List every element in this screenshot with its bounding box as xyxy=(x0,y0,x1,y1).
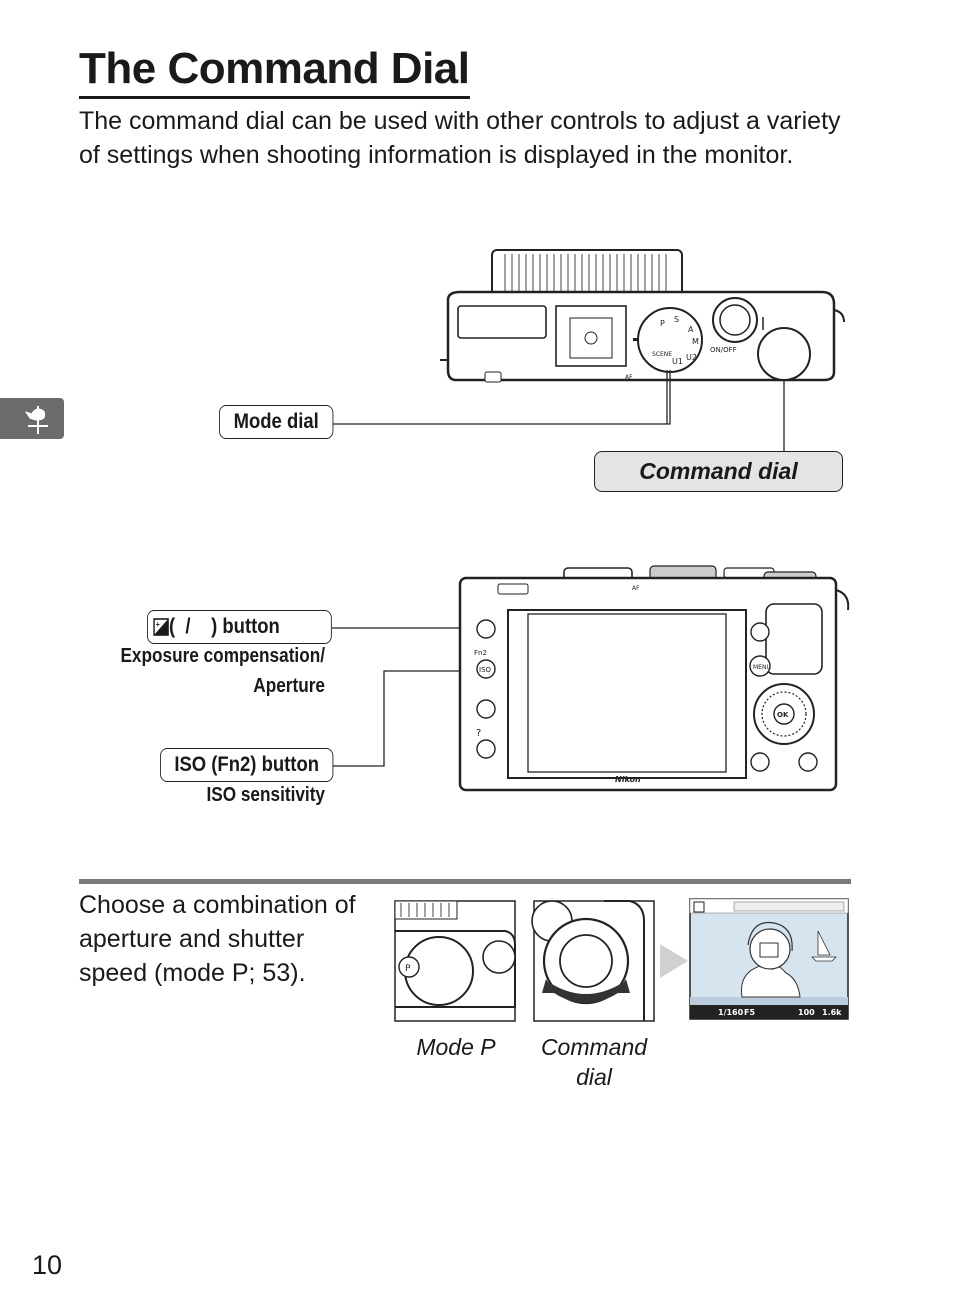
page-number: 10 xyxy=(32,1250,63,1280)
monitor-thumbnail xyxy=(690,899,848,1019)
arrow-right-icon xyxy=(660,944,690,978)
mode-dial-label: Mode dial xyxy=(233,410,319,433)
nikon-logo: Nikon xyxy=(615,775,641,784)
command-dial-caption xyxy=(534,1032,654,1092)
svg-text:M: M xyxy=(692,337,699,346)
iso-button-callout xyxy=(160,748,333,782)
section-rule xyxy=(79,879,851,884)
exposure-button-callout xyxy=(147,610,332,644)
readout-iso: 100 xyxy=(798,1008,815,1017)
command-dial-callout xyxy=(594,451,843,492)
af-label: AF xyxy=(625,374,633,381)
svg-text:U1: U1 xyxy=(672,357,683,366)
camera-back-view xyxy=(440,560,860,800)
readout-aperture: F5 xyxy=(744,1008,756,1017)
svg-text:A: A xyxy=(688,325,694,334)
svg-text:U2: U2 xyxy=(686,353,697,362)
svg-text:?: ? xyxy=(476,728,482,739)
svg-text:P: P xyxy=(405,964,411,974)
intro-paragraph: The command dial can be used with other controls to adjust a variety of settings when shooting information is displayed in the monitor. xyxy=(79,107,841,169)
exposure-desc-line2: Aperture xyxy=(253,675,325,697)
svg-text:P: P xyxy=(660,319,665,328)
command-dial-caption-text: Command dial xyxy=(540,1034,648,1090)
iso-desc-line: ISO sensitivity xyxy=(206,784,325,806)
mode-dial-callout xyxy=(219,405,333,439)
exposure-compensation-icon xyxy=(153,618,169,636)
af-cam-label: AF xyxy=(632,585,640,592)
page-title: The Command Dial xyxy=(79,44,470,99)
svg-text:S: S xyxy=(674,315,680,324)
ok-cam-label: OK xyxy=(777,711,789,719)
readout-shutter: 1/160 xyxy=(718,1008,744,1017)
exposure-button-label: ( / ) button xyxy=(169,615,280,638)
command-dial-label: Command dial xyxy=(639,458,798,484)
command-dial-thumbnail xyxy=(534,901,654,1021)
iso-description xyxy=(67,780,325,810)
exposure-desc-line1: Exposure compensation/ xyxy=(120,645,325,667)
iso-button-label: ISO (Fn2) button xyxy=(174,753,320,776)
menu-cam-label: MENU xyxy=(753,664,771,671)
combination-text: Choose a combination of aperture and shutter speed (mode P; 53). xyxy=(79,891,356,987)
svg-text:+: + xyxy=(155,619,160,630)
scene-label: SCENE xyxy=(652,351,673,358)
exposure-description xyxy=(67,641,325,701)
on-off-label: ON/OFF xyxy=(710,346,737,354)
fn2-label: Fn2 xyxy=(474,649,487,657)
readout-remaining: 1.6k xyxy=(822,1008,842,1017)
iso-cam-label: ISO xyxy=(479,666,492,674)
mode-p-caption xyxy=(396,1032,516,1062)
mode-p-caption-text: Mode P xyxy=(416,1034,496,1060)
mode-dial-thumbnail xyxy=(395,901,515,1021)
